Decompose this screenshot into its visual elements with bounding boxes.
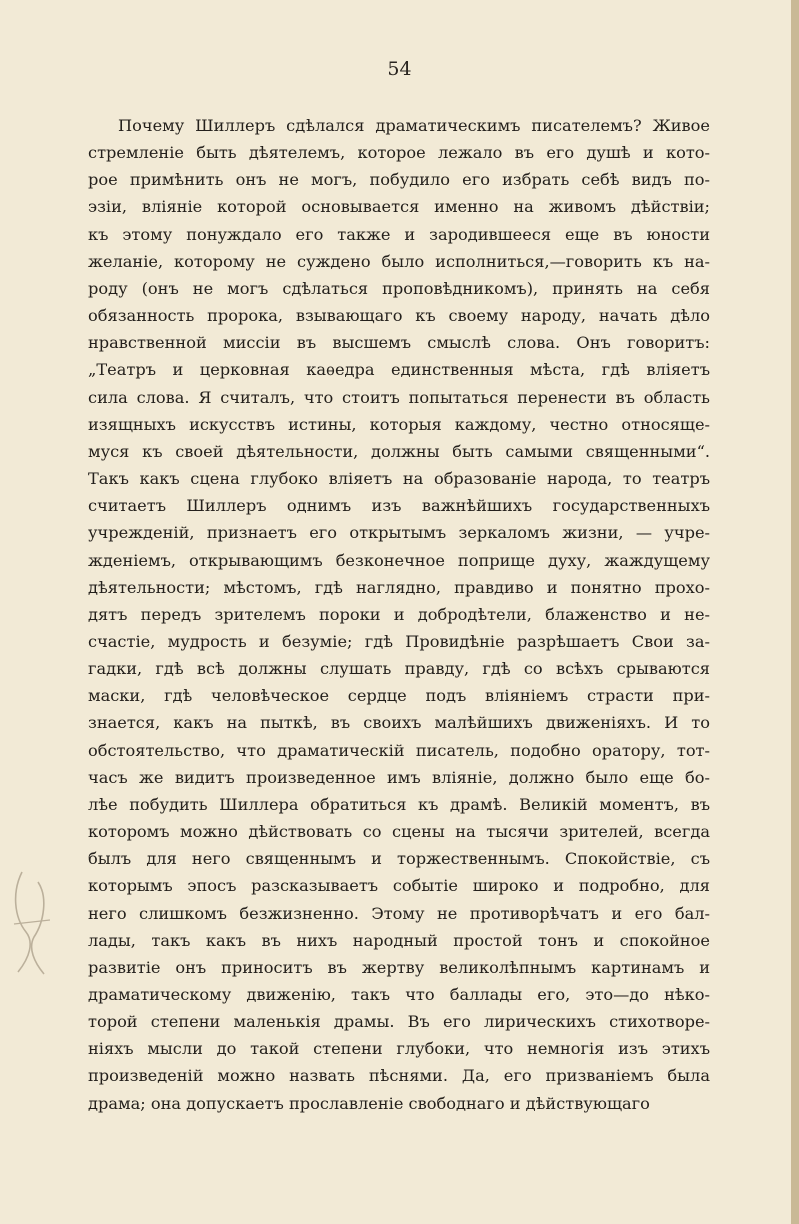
text-line: ніяхъ мысли до такой степени глубоки, что немногія изъ этихъ [88, 1039, 710, 1059]
text-line: торой степени маленькія драмы. Въ его лирическихъ стихотворе- [88, 1012, 710, 1032]
body-text [88, 112, 710, 1117]
text-line: считаетъ Шиллеръ однимъ изъ важнѣйшихъ государственныхъ [88, 496, 710, 516]
text-line: желаніе, которому не суждено было исполниться,—говорить къ на- [88, 251, 710, 271]
handwritten-margin-mark [4, 862, 60, 982]
text-line: него слишкомъ безжизненно. Этому не противорѣчатъ и его бал- [88, 903, 710, 923]
text-line: эзіи, вліяніе которой основывается именно на живомъ дѣйствіи; [88, 197, 710, 217]
text-line: лѣе побудить Шиллера обратиться къ драмѣ. Великій моментъ, въ [88, 794, 710, 814]
text-line: къ этому понуждало его также и зародившееся еще въ юности [88, 224, 710, 244]
text-line: драматическому движенію, такъ что баллады его, это—до нѣко- [88, 985, 710, 1004]
text-line: гадки, гдѣ всѣ должны слушать правду, гдѣ со всѣхъ срываются [88, 659, 710, 679]
text-line: Почему Шиллеръ сдѣлался драматическимъ писателемъ? Живое [118, 116, 710, 135]
text-line: „Театръ и церковная каѳедра единственныя мѣста, гдѣ вліяетъ [88, 360, 710, 380]
text-line: которомъ можно дѣйствовать со сцены на тысячи зрителей, всегда [88, 822, 710, 842]
text-line: произведеній можно назвать пѣснями. Да, его призваніемъ была [88, 1066, 710, 1086]
text-line: муся къ своей дѣятельности, должны быть самыми священными“. [88, 441, 710, 461]
text-line: Такъ какъ сцена глубоко вліяетъ на образованіе народа, то театръ [88, 469, 710, 489]
text-line: маски, гдѣ человѣческое сердце подъ вліяніемъ страсти при- [88, 686, 710, 706]
text-line: часъ же видитъ произведенное имъ вліяніе, должно было еще бо- [88, 767, 710, 787]
text-line: былъ для него священнымъ и торжественнымъ. Спокойствіе, съ [88, 849, 710, 869]
text-line: которымъ эпосъ разсказываетъ событіе широко и подробно, для [88, 876, 710, 896]
text-line: роду (онъ не могъ сдѣлаться проповѣдникомъ), принять на себя [88, 278, 710, 298]
page-number: 54 [387, 58, 412, 80]
text-line: сила слова. Я считалъ, что стоитъ попытаться перенести въ область [88, 387, 710, 407]
text-line: обстоятельство, что драматическій писатель, подобно оратору, тот- [88, 740, 710, 760]
text-line: дятъ передъ зрителемъ пороки и добродѣтели, блаженство и не- [88, 604, 710, 624]
text-line: развитіе онъ приноситъ въ жертву великолѣпнымъ картинамъ и [88, 957, 710, 977]
text-line: дѣятельности; мѣстомъ, гдѣ наглядно, правдиво и понятно прохо- [88, 577, 710, 597]
text-line: рое примѣнить онъ не могъ, побудило его избрать себѣ видъ по- [88, 170, 710, 190]
text-line: жденіемъ, открывающимъ безконечное поприще духу, жаждущему [88, 550, 710, 570]
text-line: нравственной миссіи въ высшемъ смыслѣ слова. Онъ говоритъ: [88, 333, 710, 353]
text-line: обязанность пророка, взывающаго къ своему народу, начать дѣло [88, 306, 710, 326]
text-line: драма; она допускаетъ прославленіе свободнаго и дѣйствующаго [88, 1093, 650, 1113]
text-line: изящныхъ искусствъ истины, которыя каждому, честно относяще- [88, 414, 710, 434]
page-edge [791, 0, 799, 1224]
text-line: знается, какъ на пыткѣ, въ своихъ малѣйшихъ движеніяхъ. И то [88, 713, 710, 733]
text-line: счастіе, мудрость и безуміе; гдѣ Провидѣніе разрѣшаетъ Свои за- [88, 631, 710, 651]
text-line: стремленіе быть дѣятелемъ, которое лежало въ его душѣ и кото- [88, 143, 710, 163]
text-line: учрежденій, признаетъ его открытымъ зеркаломъ жизни, — учре- [88, 523, 710, 543]
text-line: лады, такъ какъ въ нихъ народный простой тонъ и спокойное [88, 930, 710, 950]
